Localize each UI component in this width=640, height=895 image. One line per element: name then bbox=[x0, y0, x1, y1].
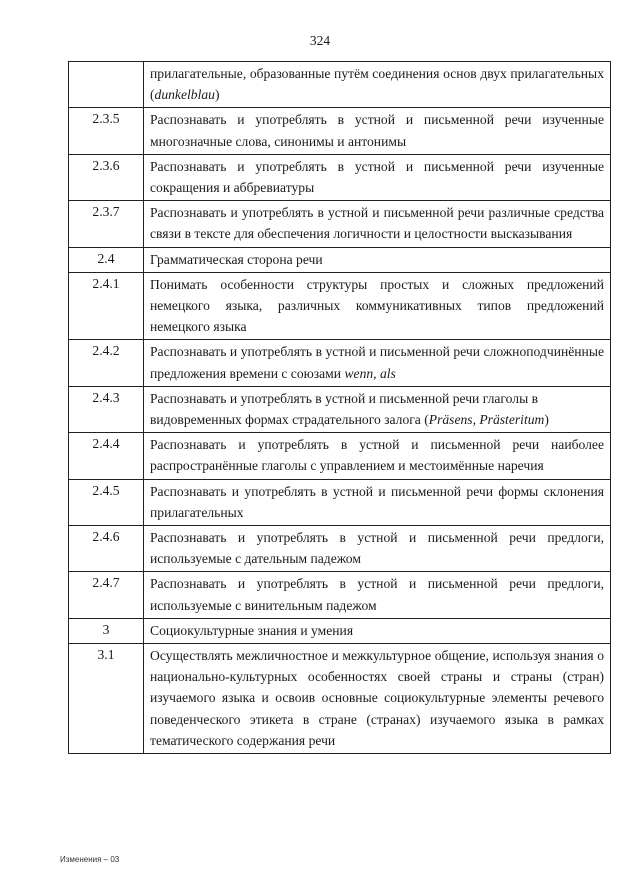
row-code: 3.1 bbox=[69, 644, 144, 754]
table-row bbox=[69, 526, 611, 572]
row-code: 2.4 bbox=[69, 247, 144, 272]
row-text bbox=[144, 386, 611, 432]
row-code: 2.4.5 bbox=[69, 479, 144, 525]
row-text bbox=[144, 340, 611, 386]
row-text: Распознавать и употреблять в устной и письменной речи различные средства связи в тексте для обеспечения логичности и целостности высказывания bbox=[144, 201, 611, 247]
row-text: Понимать особенности структуры простых и сложных предложений немецкого языка, различных коммуникативных типов предложений немецкого языка bbox=[144, 272, 611, 340]
row-code: 2.4.2 bbox=[69, 340, 144, 386]
table-row bbox=[69, 433, 611, 479]
table-row bbox=[69, 62, 611, 108]
row-code: 2.4.4 bbox=[69, 433, 144, 479]
row-text: Распознавать и употреблять в устной и письменной речи изученные сокращения и аббревиатуры bbox=[144, 154, 611, 200]
row-text: Социокультурные знания и умения bbox=[144, 618, 611, 643]
row-text-italic: Präsens, Prästeritum bbox=[428, 412, 545, 428]
row-code: 2.3.6 bbox=[69, 154, 144, 200]
row-text-after: ) bbox=[214, 87, 220, 103]
row-code bbox=[69, 62, 144, 108]
row-code: 2.3.5 bbox=[69, 108, 144, 154]
row-text-italic: dunkelblau bbox=[154, 87, 215, 103]
row-text-main: Распознавать и употреблять в устной и письменной речи сложноподчинённые предложения времени с союзами bbox=[150, 344, 604, 381]
row-code: 2.4.7 bbox=[69, 572, 144, 618]
row-code: 2.3.7 bbox=[69, 201, 144, 247]
table-row bbox=[69, 479, 611, 525]
table-row bbox=[69, 386, 611, 432]
row-text: Осуществлять межличностное и межкультурное общение, используя знания о национально-культурных особенностях своей страны и страны (стран) изучаемого языка и освоив основные социокультурные элементы речевого поведенческого этикета в стране (странах) изучаемого языка в рамках тематического содержания речи bbox=[144, 644, 611, 754]
row-code: 3 bbox=[69, 618, 144, 643]
table-row bbox=[69, 201, 611, 247]
row-text: Распознавать и употреблять в устной и письменной речи предлоги, используемые с винительным падежом bbox=[144, 572, 611, 618]
page-number: 324 bbox=[309, 33, 331, 48]
row-code: 2.4.6 bbox=[69, 526, 144, 572]
row-text: Грамматическая сторона речи bbox=[144, 247, 611, 272]
table-row bbox=[69, 108, 611, 154]
row-text: Распознавать и употреблять в устной и письменной речи наиболее распространённые глаголы с управлением и местоимённые наречия bbox=[144, 433, 611, 479]
table-row bbox=[69, 154, 611, 200]
row-code: 2.4.3 bbox=[69, 386, 144, 432]
row-text: Распознавать и употреблять в устной и письменной речи формы склонения прилагательных bbox=[144, 479, 611, 525]
row-text: Распознавать и употреблять в устной и письменной речи изученные многозначные слова, синонимы и антонимы bbox=[144, 108, 611, 154]
row-text-main: Распознавать и употреблять в устной и письменной речи глаголы в видовременных формах страдательного залога ( bbox=[150, 390, 539, 428]
row-text-after: ) bbox=[544, 412, 549, 428]
row-text-main: прилагательные, образованные путём соединения основ двух прилагательных ( bbox=[150, 66, 604, 103]
row-text: Распознавать и употреблять в устной и письменной речи предлоги, используемые с дательным падежом bbox=[144, 526, 611, 572]
requirements-table bbox=[68, 61, 611, 754]
footer-revision: Изменения – 03 bbox=[60, 855, 120, 864]
table-row bbox=[69, 644, 611, 754]
table-row bbox=[69, 247, 611, 272]
row-text-italic: wenn, als bbox=[344, 365, 396, 381]
table-row bbox=[69, 340, 611, 386]
table-row bbox=[69, 272, 611, 340]
table-row bbox=[69, 572, 611, 618]
table-row bbox=[69, 618, 611, 643]
row-text bbox=[144, 62, 611, 108]
row-code: 2.4.1 bbox=[69, 272, 144, 340]
